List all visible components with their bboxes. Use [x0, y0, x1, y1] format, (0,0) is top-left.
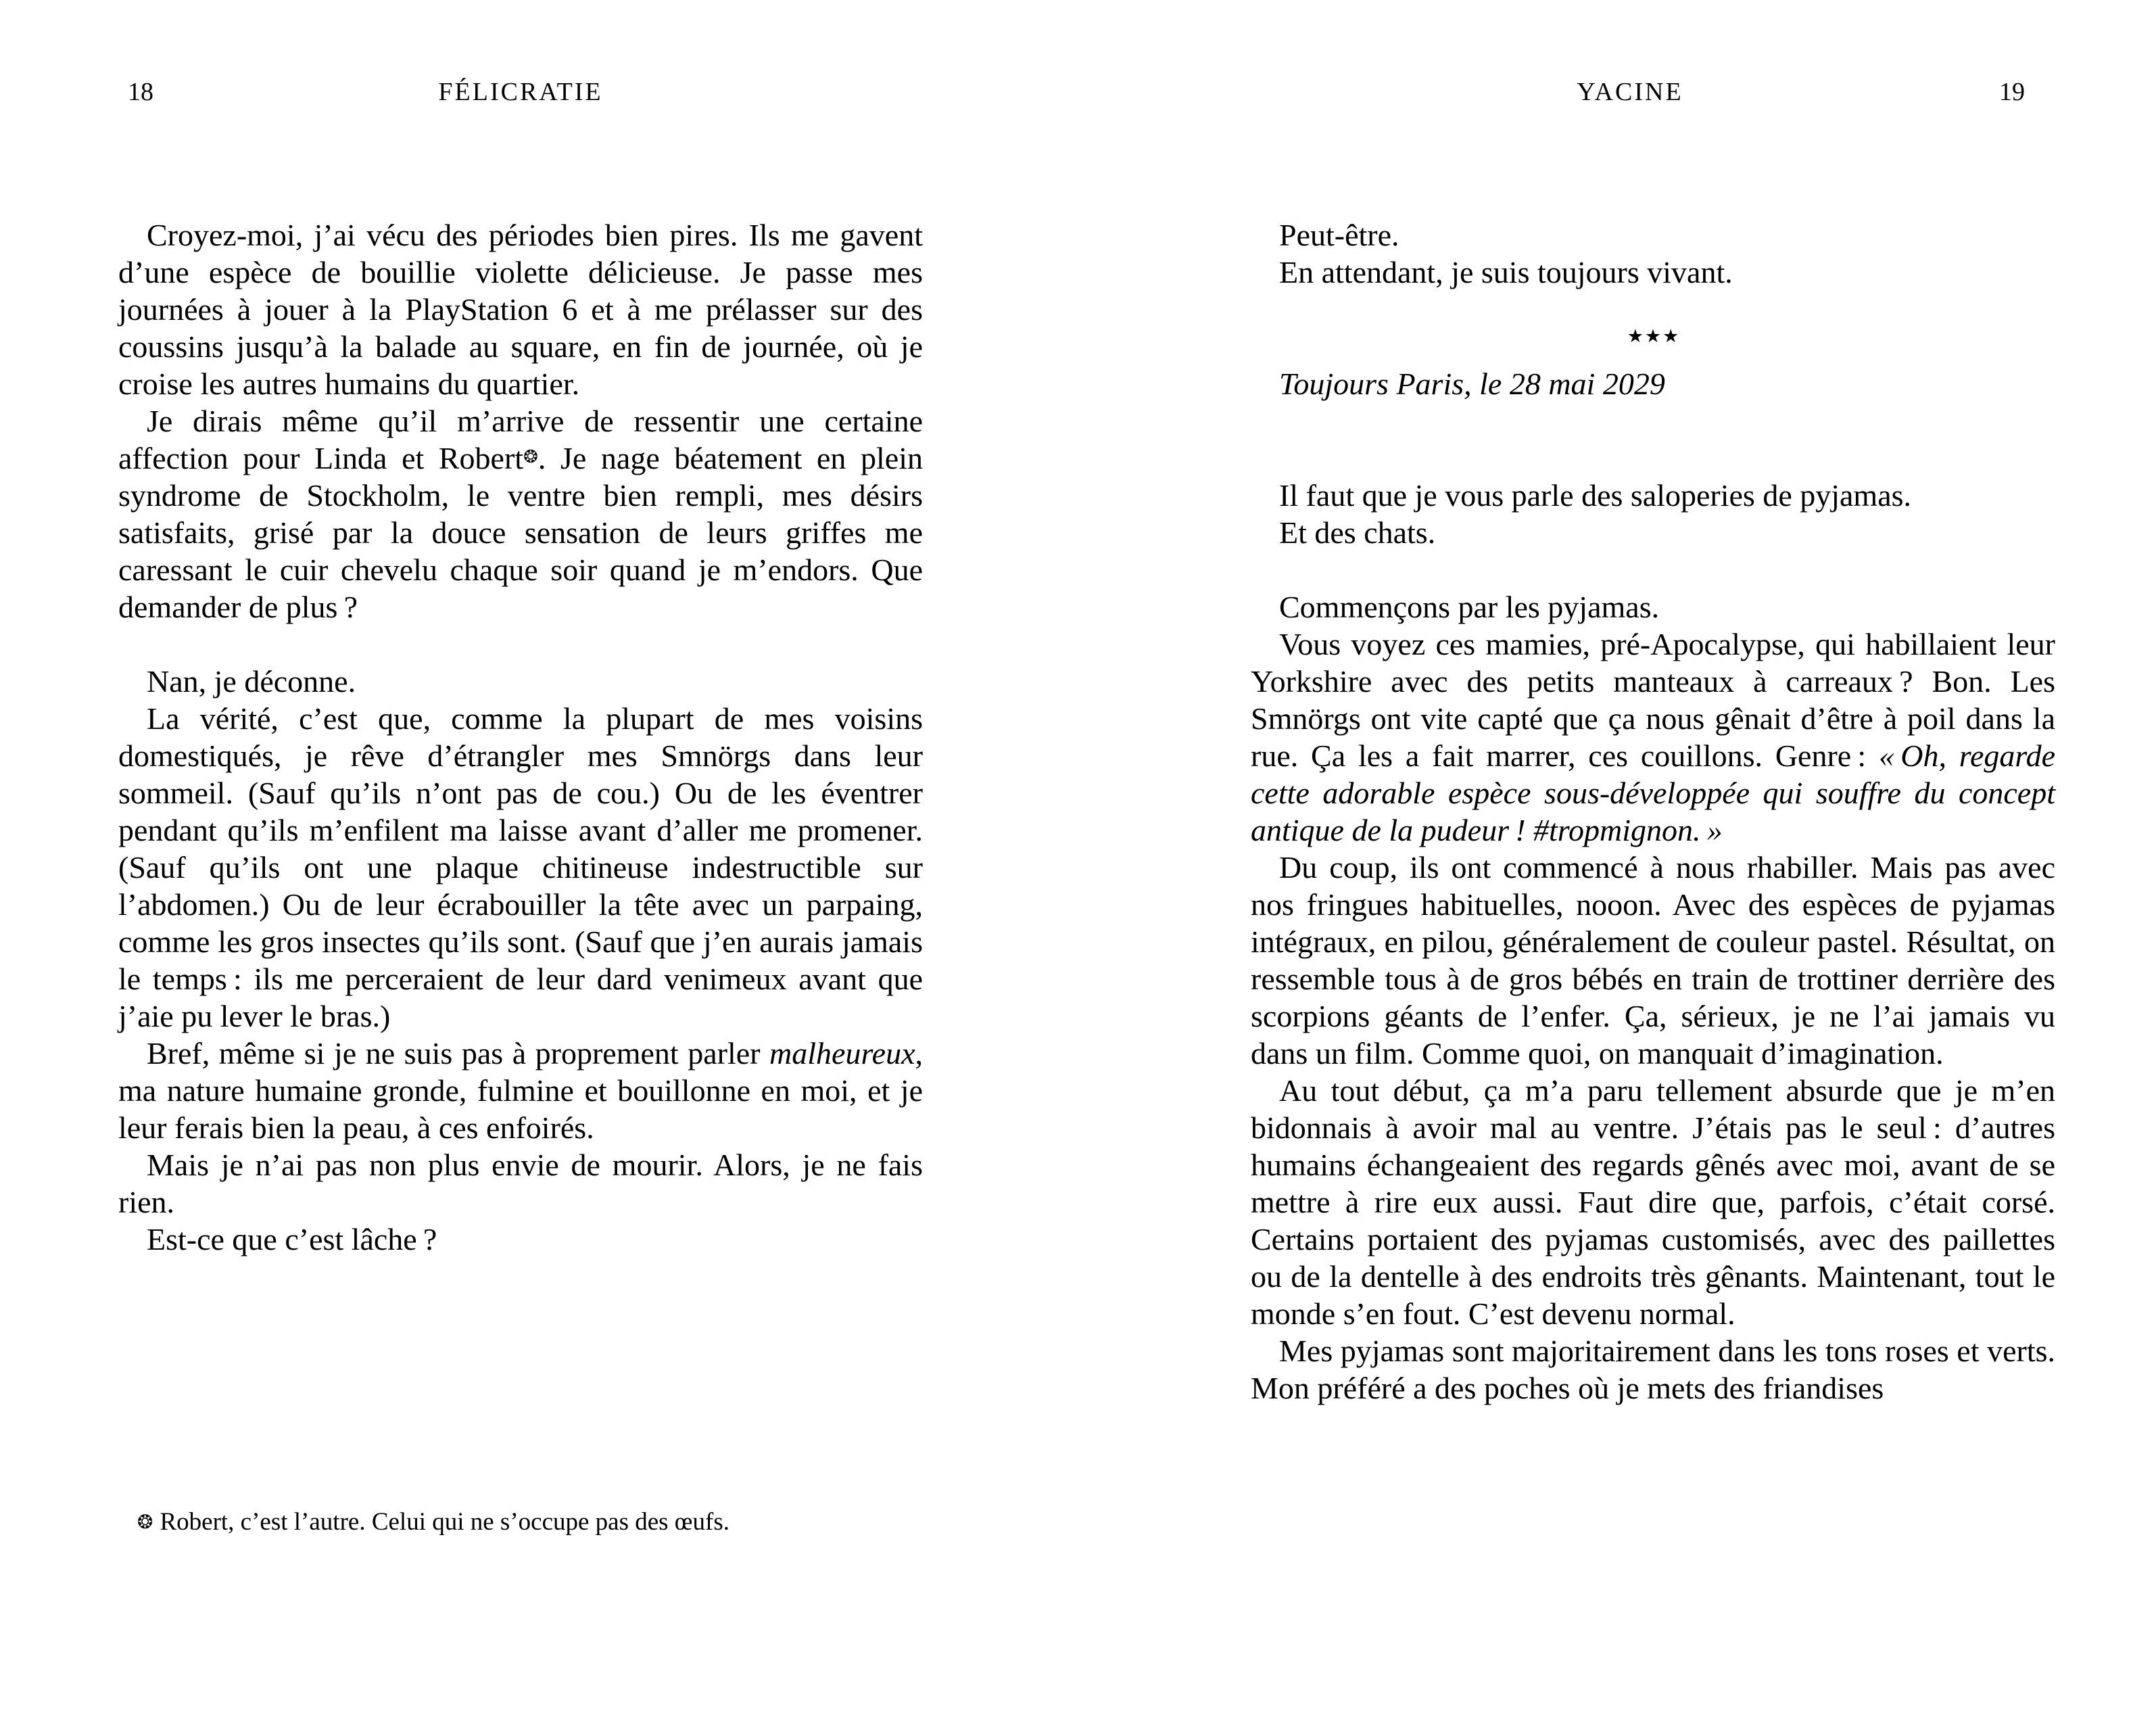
- paragraph: [1251, 216, 2055, 254]
- right-running-title: YACINE: [1577, 78, 1683, 106]
- right-page-number: 19: [1999, 78, 2025, 106]
- paragraph: [118, 402, 923, 626]
- paragraph: [1251, 588, 2055, 626]
- text-run: Au tout début, ça m’a paru tellement absurde que je m’en bidonnais à avoir mal au ventre. J’étais pas le seul : d’autres humains échangeaient des regards gênés avec moi, avant de se mettre à rire eux aussi. Faut dire que, parfois, c’était corsé. Certains portaient des pyjamas customisés, avec des paillettes ou de la dentelle à des endroits très gênants. Maintenant, tout le monde s’en fout. C’est devenu normal.: [1251, 1073, 2055, 1331]
- paragraph: [1251, 849, 2055, 1072]
- paragraph: [118, 1146, 923, 1221]
- footnote: [137, 1507, 923, 1538]
- text-run: En attendant, je suis toujours vivant.: [1279, 255, 1733, 289]
- text-run: Vous voyez ces mamies, pré-Apocalypse, qui habillaient leur Yorkshire avec des petits manteaux à carreaux ? Bon. Les Smnörgs ont vite capté que ça nous gênait d’être à poil dans la rue. Ça les a fait marrer, ces couillons. Genre :: [1251, 627, 2055, 773]
- paragraph: [1251, 1072, 2055, 1332]
- text-run: , ma nature humaine gronde, fulmine et bouillonne en moi, et je leur ferais bien la peau, à ces enfoirés.: [118, 1036, 923, 1145]
- right-page-header: [1251, 76, 2055, 108]
- text-run: Nan, je déconne.: [147, 664, 356, 699]
- text-run: Peut-être.: [1279, 218, 1399, 252]
- text-run: Mais je n’ai pas non plus envie de mourir. Alors, je ne fais rien.: [118, 1148, 923, 1219]
- footnote-text: Robert, c’est l’autre. Celui qui ne s’occupe pas des œufs.: [160, 1508, 729, 1536]
- footnote-asterisk-icon: ❂: [137, 1511, 153, 1533]
- text-run: Est-ce que c’est lâche ?: [147, 1222, 437, 1256]
- left-page-number: 18: [128, 78, 153, 106]
- paragraph: [1251, 514, 2055, 551]
- italic-text: « Oh, regarde cette adorable espèce sous-développée qui souffre du concept antique de la pudeur ! #tropmignon. »: [1251, 738, 2055, 847]
- left-running-title: FÉLICRATIE: [438, 78, 603, 106]
- text-run: Il faut que je vous parle des saloperies de pyjamas.: [1279, 478, 1912, 513]
- dateline: Toujours Paris, le 28 mai 2029: [1279, 367, 1665, 401]
- text-run: Du coup, ils ont commencé à nous rhabiller. Mais pas avec nos fringues habituelles, nooon. Avec des espèces de pyjamas intégraux, en pilou, généralement de couleur pastel. Résultat, on ressemble tous à de gros bébés en train de trottiner derrière des scorpions géants de l’enfer. Ça, sérieux, je ne l’ai jamais vu dans un film. Comme quoi, on manquait d’imagination.: [1251, 850, 2055, 1071]
- footnote-asterisk-icon: ❂: [523, 447, 538, 467]
- paragraph: [1251, 626, 2055, 849]
- paragraph: [118, 216, 923, 402]
- paragraph: [1251, 477, 2055, 514]
- paragraph: [1251, 1332, 2055, 1407]
- text-run: Commençons par les pyjamas.: [1279, 590, 1660, 624]
- italic-text: malheureux: [769, 1036, 915, 1071]
- paragraph: [118, 1035, 923, 1146]
- left-page-body: [118, 216, 923, 1258]
- text-run: Mes pyjamas sont majoritairement dans les tons roses et verts. Mon préféré a des poches où je mets des friandises: [1251, 1334, 2055, 1405]
- text-run: Croyez-moi, j’ai vécu des périodes bien pires. Ils me gavent d’une espèce de bouillie violette délicieuse. Je passe mes journées à jouer à la PlayStation 6 et à me prélasser sur des coussins jusqu’à la balade au square, en fin de journée, où je croise les autres humains du quartier.: [118, 218, 923, 401]
- paragraph: [1251, 254, 2055, 291]
- paragraph: [118, 663, 923, 700]
- right-page-body: [1251, 216, 2055, 1407]
- section-separator-stars: ★★★: [1627, 326, 1681, 347]
- text-run: Je dirais même qu’il m’arrive de ressentir une certaine affection pour Linda et Robert: [118, 404, 923, 475]
- paragraph: [118, 1221, 923, 1258]
- text-run: Et des chats.: [1279, 515, 1436, 550]
- text-run: Bref, même si je ne suis pas à proprement parler: [147, 1036, 770, 1071]
- paragraph: [118, 700, 923, 1035]
- text-run: . Je nage béatement en plein syndrome de Stockholm, le ventre bien rempli, mes désirs satisfaits, grisé par la douce sensation de leurs griffes me caressant le cuir chevelu chaque soir quand je m’endors. Que demander de plus ?: [118, 441, 923, 624]
- left-page-header: [118, 76, 923, 108]
- text-run: La vérité, c’est que, comme la plupart de mes voisins domestiqués, je rêve d’étrangler mes Smnörgs dans leur sommeil. (Sauf qu’ils n’ont pas de cou.) Ou de les éventrer pendant qu’ils m’enfilent ma laisse avant d’aller me promener. (Sauf qu’ils ont une plaque chitineuse indestructible sur l’abdomen.) Ou de leur écrabouiller la tête avec un parpaing, comme les gros insectes qu’ils sont. (Sauf que j’en aurais jamais le temps : ils me perceraient de leur dard venimeux avant que j’aie pu lever le bras.): [118, 701, 923, 1033]
